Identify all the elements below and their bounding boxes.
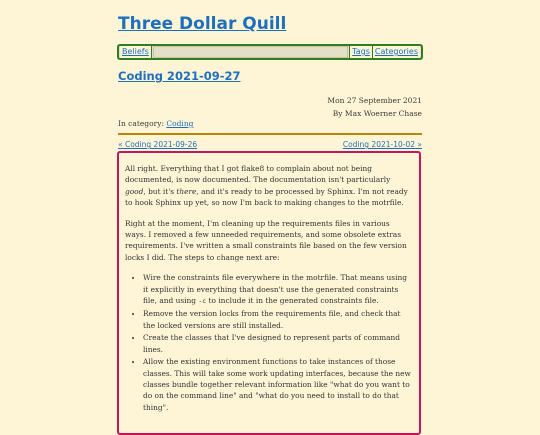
nav-link-beliefs[interactable]: Beliefs	[122, 47, 149, 56]
post-title-link[interactable]: Coding 2021-09-27	[118, 69, 241, 83]
divider	[118, 133, 422, 135]
next-post-link[interactable]: Coding 2021-10-02 »	[342, 140, 422, 149]
paragraph: Right at the moment, I'm cleaning up the requirements files in various ways. I removed a few unneeded requirements, and some obsolete extras requirements. I've written a small constraints file based on the few version locks I did. The steps to change next are:	[125, 218, 407, 262]
nav-spacer	[153, 46, 348, 58]
post-date: Mon 27 September 2021	[327, 96, 422, 105]
text: All right. Everything that I got flake8 to complain about not being documented, is now documented. The documentation isn't particularly	[125, 164, 391, 185]
inline-code: -c	[198, 297, 207, 306]
emphasis: there	[176, 186, 197, 196]
category-link[interactable]: Coding	[166, 119, 194, 128]
list-item	[143, 272, 413, 307]
list-item: • Create the classes that I've designed to represent parts of command lines.	[143, 332, 413, 355]
prev-post-link[interactable]: « Coding 2021-09-26	[118, 140, 198, 149]
post-meta	[327, 94, 422, 120]
pagination	[118, 140, 422, 150]
text: , but it's	[143, 186, 177, 196]
nav-link-categories[interactable]: Categories	[374, 47, 418, 56]
post-author: By Max Woerner Chase	[332, 109, 422, 118]
category-label: In category:	[118, 119, 167, 128]
text: to include it in the generated constraints file.	[206, 296, 379, 306]
list-item: • Remove the version locks from the requirements file, and check that the locked versions are still installed.	[143, 308, 413, 331]
nav-separator	[151, 46, 152, 58]
nav-bar	[117, 44, 423, 60]
text: , and it's ready to be processed by Sphinx. I'm not ready to hook Sphinx up yet, so now I'm back to making changes to the motrfile.	[125, 186, 408, 208]
post-category	[118, 118, 193, 129]
text: Wire the constraints file everywhere in the motrfile. That means using it explicitly in everything that doesn't use the generated constraints file, and using	[143, 273, 407, 306]
site-title-link[interactable]: Three Dollar Quill	[118, 14, 287, 34]
article-body	[117, 151, 421, 435]
nav-link-tags[interactable]: Tags	[352, 47, 370, 56]
emphasis: good	[125, 186, 144, 196]
steps-list	[125, 272, 413, 413]
paragraph	[125, 163, 413, 209]
list-item: • Allow the existing environment functions to take instances of those classes. This will take some work updating interfaces, because the new classes bundle together relevant information like "what do you want to do on the command line" and "what do you need to install to do that thing".	[143, 356, 413, 413]
